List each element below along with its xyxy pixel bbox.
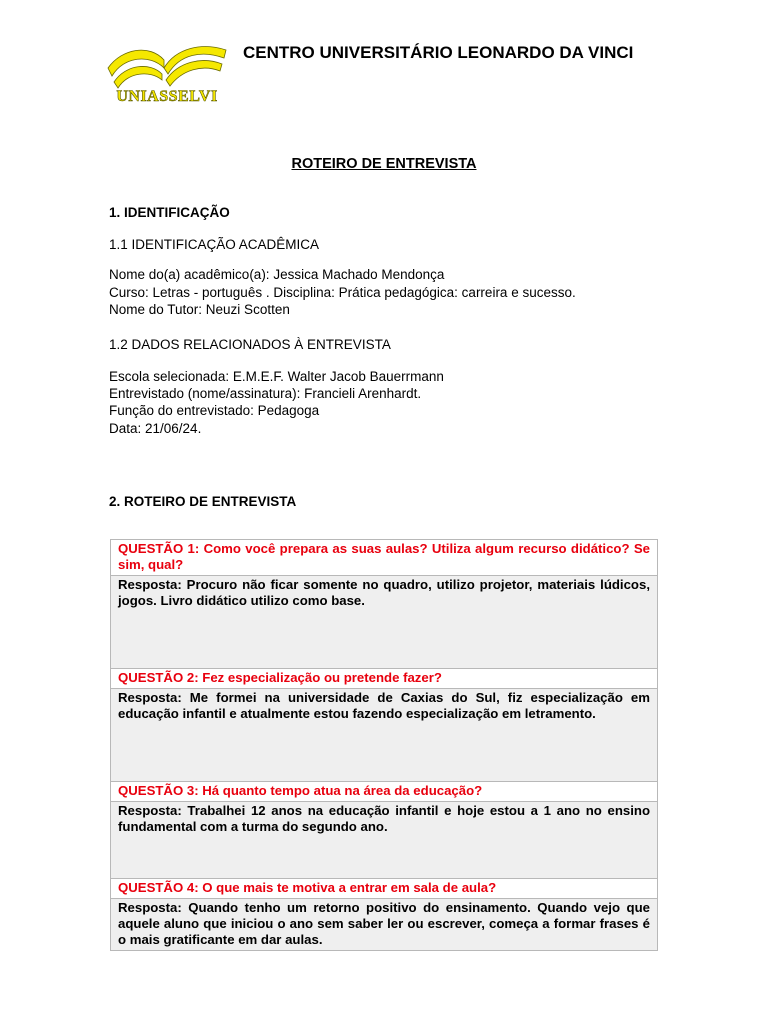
answer-row bbox=[111, 689, 658, 782]
question-3: QUESTÃO 3: Há quanto tempo atua na área da educação? bbox=[111, 782, 658, 802]
answer-3: Resposta: Trabalhei 12 anos na educação infantil e hoje estou a 1 ano no ensino fundamental com a turma do segundo ano. bbox=[111, 802, 658, 879]
course-line: Curso: Letras - português . Disciplina: Prática pedagógica: carreira e sucesso. bbox=[109, 285, 576, 300]
section-heading-roteiro: 2. ROTEIRO DE ENTREVISTA bbox=[109, 494, 297, 509]
document-title-text: ROTEIRO DE ENTREVISTA bbox=[291, 156, 477, 172]
question-1: QUESTÃO 1: Como você prepara as suas aulas? Utiliza algum recurso didático? Se sim, qual? bbox=[111, 540, 658, 576]
answer-2: Resposta: Me formei na universidade de Caxias do Sul, fiz especialização em educação infantil e atualmente estou fazendo especialização em letramento. bbox=[111, 689, 658, 782]
academic-name-line: Nome do(a) acadêmico(a): Jessica Machado Mendonça bbox=[109, 267, 445, 282]
answer-1: Resposta: Procuro não ficar somente no quadro, utilizo projetor, materiais lúdicos, jogos. Livro didático utilizo como base. bbox=[111, 576, 658, 669]
interviewee-line: Entrevistado (nome/assinatura): Francieli Arenhardt. bbox=[109, 386, 422, 401]
uniasselvi-logo bbox=[104, 38, 230, 108]
interview-table bbox=[110, 539, 658, 951]
date-line: Data: 21/06/24. bbox=[109, 421, 202, 436]
school-line: Escola selecionada: E.M.E.F. Walter Jacob Bauerrmann bbox=[109, 369, 444, 384]
logo-wordmark: UNIASSELVI bbox=[116, 88, 218, 105]
document-title bbox=[0, 156, 768, 172]
tutor-line: Nome do Tutor: Neuzi Scotten bbox=[109, 302, 290, 317]
institution-name: CENTRO UNIVERSITÁRIO LEONARDO DA VINCI bbox=[243, 43, 634, 62]
question-row bbox=[111, 782, 658, 802]
book-wings-icon bbox=[104, 38, 230, 90]
role-line: Função do entrevistado: Pedagoga bbox=[109, 403, 320, 418]
answer-4: Resposta: Quando tenho um retorno positivo do ensinamento. Quando vejo que aquele aluno que iniciou o ano sem saber ler ou escrever, começa a formar frases é o mais gratificante em dar aulas. bbox=[111, 899, 658, 951]
subsection-heading-entrevista: 1.2 DADOS RELACIONADOS À ENTREVISTA bbox=[109, 337, 391, 352]
question-4: QUESTÃO 4: O que mais te motiva a entrar em sala de aula? bbox=[111, 879, 658, 899]
answer-row bbox=[111, 802, 658, 879]
question-row bbox=[111, 669, 658, 689]
question-2: QUESTÃO 2: Fez especialização ou pretende fazer? bbox=[111, 669, 658, 689]
subsection-heading-academica: 1.1 IDENTIFICAÇÃO ACADÊMICA bbox=[109, 237, 320, 252]
section-heading-identificacao: 1. IDENTIFICAÇÃO bbox=[109, 205, 230, 220]
question-row bbox=[111, 540, 658, 576]
question-row bbox=[111, 879, 658, 899]
answer-row bbox=[111, 576, 658, 669]
answer-row bbox=[111, 899, 658, 951]
